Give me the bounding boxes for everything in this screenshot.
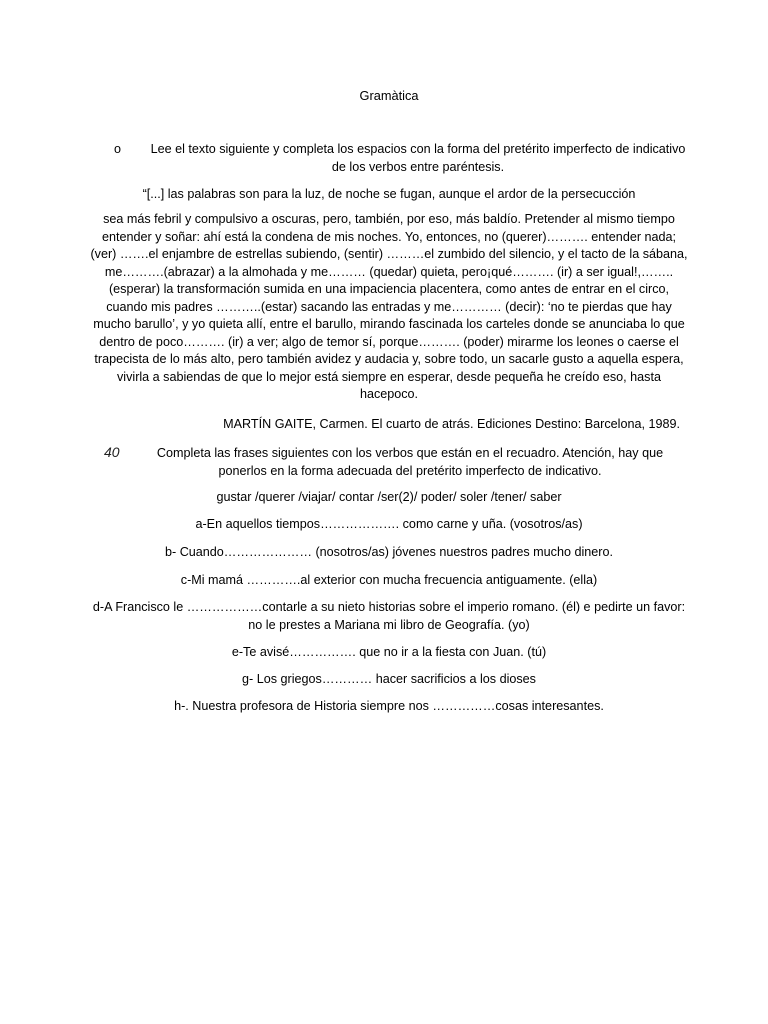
exercise1-instruction: Lee el texto siguiente y completa los espacios con la forma del pretérito imperfecto de indicativo de los verbos entre paréntesis.: [150, 142, 686, 174]
page-title: Gramàtica: [359, 88, 419, 103]
verb-list: gustar /querer /viajar/ contar /ser(2)/ poder/ soler /tener/ saber: [216, 490, 562, 504]
sentence-a: a-En aquellos tiempos………………. como carne y uña. (vosotros/as): [195, 517, 583, 531]
exercise1-bullet: o: [114, 142, 122, 156]
sentence-d: d-A Francisco le ………………contarle a su nieto historias sobre el imperio romano. (él) e pedirte un favor: no le prestes a Mariana mi libro de Geografía. (yo): [92, 600, 686, 632]
sentence-b: b- Cuando………………… (nosotros/as) jóvenes nuestros padres mucho dinero.: [165, 545, 613, 559]
sentence-g: g- Los griegos………… hacer sacrificios a los dioses: [242, 672, 536, 686]
quote-body: sea más febril y compulsivo a oscuras, pero, también, por eso, más baldío. Pretender al mismo tiempo entender y soñar: ahí está la condena de mis noches. Yo, entonces, no (querer)………. entender nada; (ver) …….el enjambre de estrellas subiendo, (sentir) ………el zumbido del silencio, y el tacto de la sábana, me……….(abrazar) a la almohada y me……… (quedar) quieta, pero¡qué………. (ir) a ser igual!,…….. (esperar) la transformación sumida en una impaciencia placentera, como antes de entrar en el circo, cuando mis padres ………..(estar) sacando las entradas y me………… (decir): ‘no te pierdas que hay mucho barullo’, y yo quieta allí, entre el barullo, mirando fascinada los carteles donde se anunciaba lo que dentro de poco………. (ir) a ver; algo de temor sí, porque………. (poder) mirarme los leones o caerse el trapecista de lo más alto, pero también avidez y audacia y, sobre todo, un sacarle gusto a aquella espera, vivirla a sabiendas de que lo mejor está siempre en esperar, desde pequeña he creído eso, hasta hacepoco.: [90, 212, 688, 401]
quote-first-line: “[...] las palabras son para la luz, de noche se fugan, aunque el ardor de la persecucción: [142, 187, 636, 201]
sentence-e: e-Te avisé……………. que no ir a la fiesta con Juan. (tú): [231, 645, 547, 659]
citation: MARTÍN GAITE, Carmen. El cuarto de atrás. Ediciones Destino: Barcelona, 1989.: [223, 417, 680, 431]
exercise2-number: 40: [104, 444, 120, 460]
sentence-h: h-. Nuestra profesora de Historia siempre nos ……………cosas interesantes.: [174, 699, 604, 713]
sentence-c: c-Mi mamá ………….al exterior con mucha frecuencia antiguamente. (ella): [180, 573, 598, 587]
exercise2-instruction: Completa las frases siguientes con los verbos que están en el recuadro. Atención, hay que ponerlos en la forma adecuada del pretérito imperfecto de indicativo.: [156, 446, 664, 478]
